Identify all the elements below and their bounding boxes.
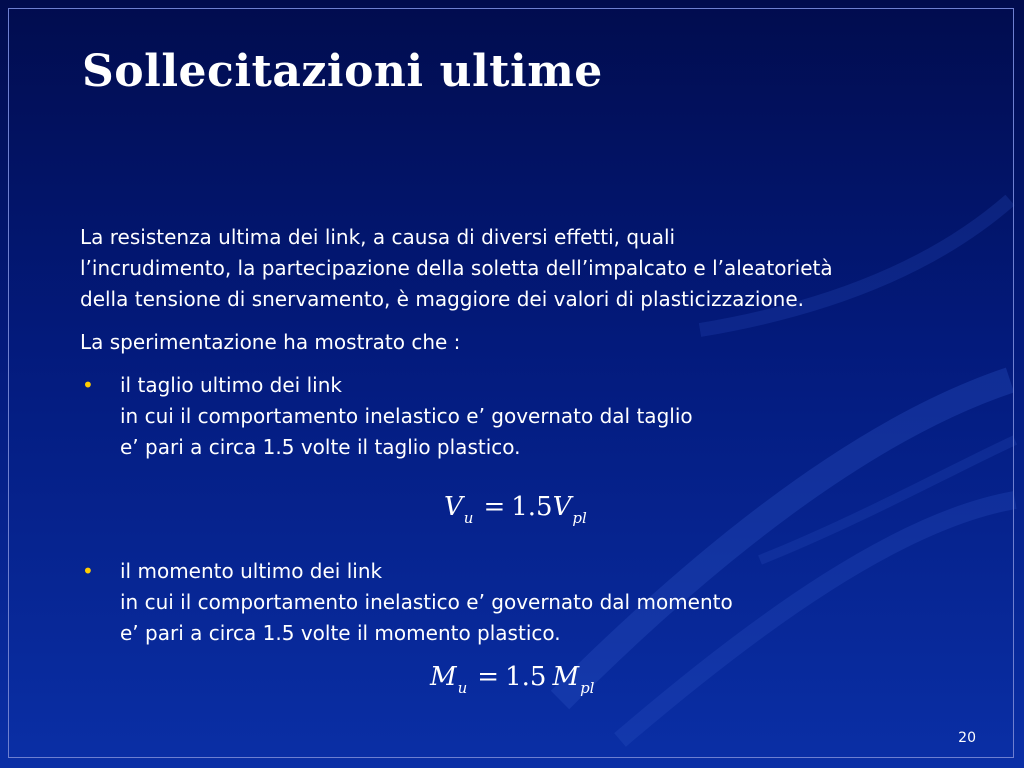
formula-coefficient: 1.5 (505, 662, 547, 692)
intro-line: l’incrudimento, la partecipazione della soletta dell’impalcato e l’aleatorietà (80, 256, 833, 280)
formula-subscript: u (463, 509, 474, 527)
lead-text: La sperimentazione ha mostrato che : (80, 330, 461, 354)
page-number: 20 (958, 730, 976, 746)
intro-line: La resistenza ultima dei link, a causa di diversi effetti, quali (80, 225, 676, 249)
intro-line: della tensione di snervamento, è maggiore dei valori di plasticizzazione. (80, 287, 805, 311)
formula-subscript: pl (572, 509, 587, 527)
bullet-shear (80, 370, 980, 463)
bullet-moment (80, 556, 980, 649)
formula-equals: = (483, 492, 506, 522)
bullet-line: e’ pari a circa 1.5 volte il momento plastico. (120, 621, 561, 645)
intro-paragraph (80, 222, 980, 315)
formula-shear (444, 492, 587, 527)
slide-body (80, 222, 980, 463)
bullet-icon: • (82, 373, 94, 397)
bullet-line: il momento ultimo dei link (120, 559, 383, 583)
bullet-line: in cui il comportamento inelastico e’ governato dal momento (120, 590, 733, 614)
formula-subscript: pl (580, 679, 595, 697)
bullet-line: e’ pari a circa 1.5 volte il taglio plastico. (120, 435, 521, 459)
formula-symbol: V (552, 492, 572, 522)
bullet-line: il taglio ultimo dei link (120, 373, 342, 397)
formula-symbol: V (444, 492, 463, 522)
slide-title: Sollecitazioni ultime (82, 46, 603, 97)
formula-subscript: u (457, 679, 468, 697)
bullet-icon: • (82, 559, 94, 583)
formula-moment (430, 662, 595, 697)
formula-coefficient: 1.5 (511, 492, 553, 522)
formula-equals: = (477, 662, 500, 692)
slide-body-second (80, 556, 980, 649)
bullet-line: in cui il comportamento inelastico e’ governato dal taglio (120, 404, 693, 428)
formula-symbol: M (430, 662, 457, 692)
formula-symbol: M (552, 662, 580, 692)
